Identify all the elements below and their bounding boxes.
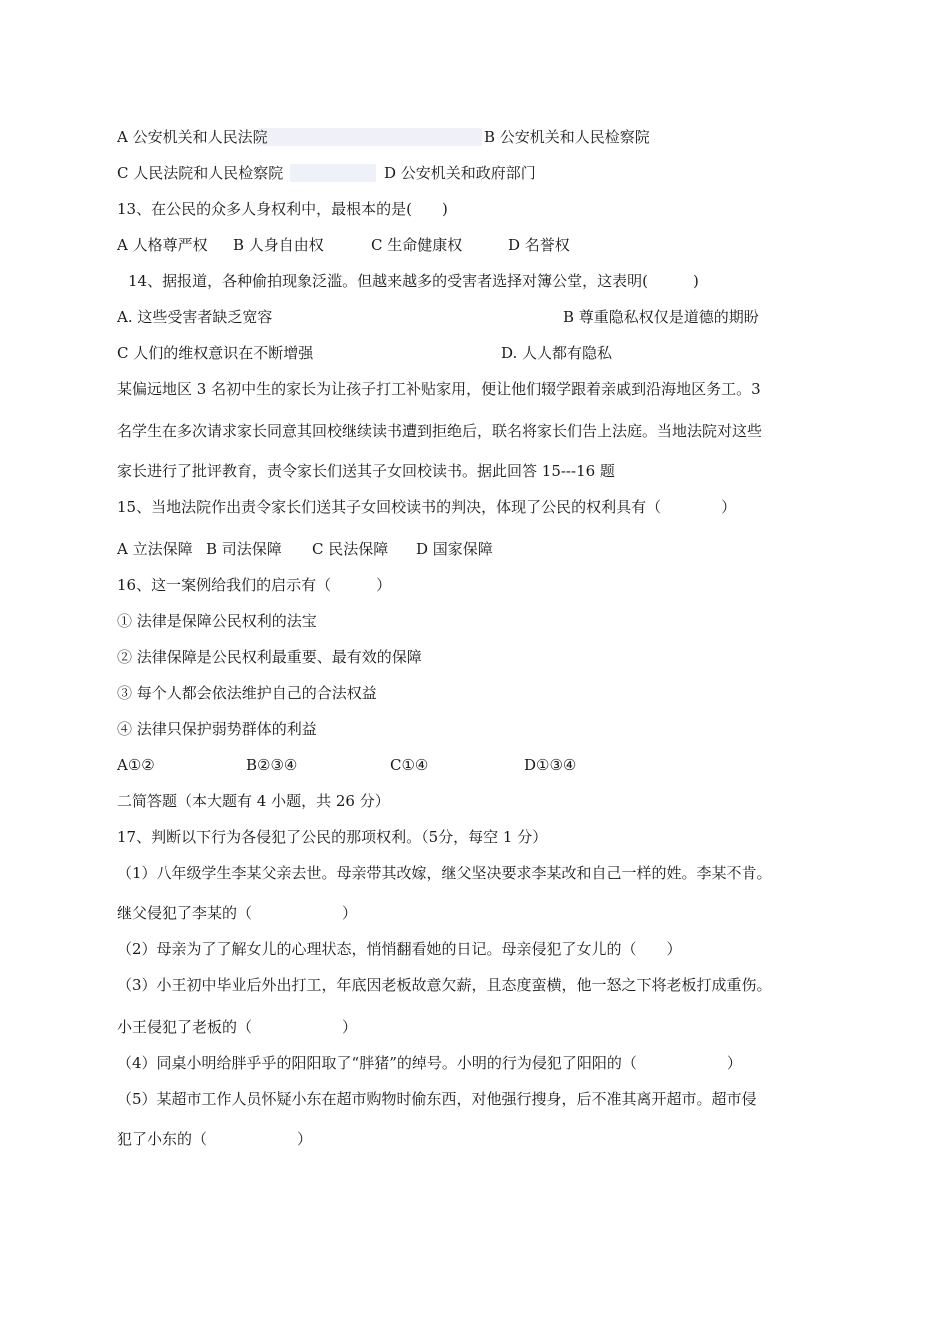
material-line-1: 某偏远地区 3 名初中生的家长为让孩子打工补贴家用，便让他们辍学跟着亲戚到沿海地区务工。3	[117, 380, 761, 398]
q13-option-b: B 人身自由权	[233, 236, 324, 254]
q14-stem: 14、据报道，各种偷拍现象泛滥。但越来越多的受害者选择对簿公堂，这表明( )	[128, 272, 699, 290]
q15-option-c: C 民法保障	[312, 540, 389, 558]
q14-option-a: A. 这些受害者缺乏宽容	[117, 308, 273, 326]
q16-item-1: ① 法律是保障公民权利的法宝	[117, 612, 317, 630]
material-line-3: 家长进行了批评教育，责令家长们送其子女回校读书。据此回答 15---16 题	[117, 462, 615, 480]
q13-option-a: A 人格尊严权	[117, 236, 208, 254]
q17-sub-3-line-2: 小王侵犯了老板的（ ）	[117, 1018, 358, 1036]
q12-option-d: D 公安机关和政府部门	[384, 164, 536, 182]
q13-stem: 13、在公民的众多人身权利中，最根本的是( )	[117, 200, 448, 218]
material-line-2: 名学生在多次请求家长同意其回校继续读书遭到拒绝后，联名将家长们告上法庭。当地法院对这些	[117, 422, 763, 440]
q12-option-a: A 公安机关和人民法院	[117, 128, 268, 146]
q17-stem: 17、判断以下行为各侵犯了公民的那项权利。（5分，每空 1 分）	[117, 828, 548, 846]
q17-sub-3-line-1: （3）小王初中毕业后外出打工，年底因老板故意欠薪，且态度蛮横，他一怒之下将老板打成重伤。	[117, 976, 772, 994]
q16-option-d: D①③④	[524, 756, 577, 774]
q15-option-a: A 立法保障	[117, 540, 193, 558]
q13-option-d: D 名誉权	[508, 236, 570, 254]
q14-option-b: B 尊重隐私权仅是道德的期盼	[563, 308, 759, 326]
q16-stem: 16、这一案例给我们的启示有（ ）	[117, 576, 392, 594]
q17-sub-5-line-1: （5）某超市工作人员怀疑小东在超市购物时偷东西，对他强行搜身，后不准其离开超市。超市侵	[117, 1090, 757, 1108]
q15-option-d: D 国家保障	[416, 540, 493, 558]
q16-item-4: ④ 法律只保护弱势群体的利益	[117, 720, 317, 738]
q12-option-c: C 人民法院和人民检察院	[117, 164, 284, 182]
q17-sub-4: （4）同桌小明给胖乎乎的阳阳取了“胖猪”的绰号。小明的行为侵犯了阳阳的（ ）	[117, 1054, 742, 1072]
highlight-band-2	[290, 164, 376, 182]
q14-option-c: C 人们的维权意识在不断增强	[117, 344, 314, 362]
q16-item-2: ② 法律保障是公民权利最重要、最有效的保障	[117, 648, 422, 666]
q16-option-c: C①④	[390, 756, 429, 774]
q13-option-c: C 生命健康权	[371, 236, 463, 254]
highlight-band-1	[258, 128, 482, 146]
q12-option-b: B 公安机关和人民检察院	[484, 128, 650, 146]
section-2-title: 二简答题（本大题有 4 小题，共 26 分）	[117, 792, 390, 810]
q15-option-b: B 司法保障	[206, 540, 282, 558]
q17-sub-1-line-2: 继父侵犯了李某的（ ）	[117, 904, 358, 922]
q15-stem: 15、当地法院作出责令家长们送其子女回校读书的判决，体现了公民的权利具有（ ）	[117, 498, 737, 516]
q14-option-d: D. 人人都有隐私	[501, 344, 613, 362]
q17-sub-1-line-1: （1）八年级学生李某父亲去世。母亲带其改嫁，继父坚决要求李某改和自己一样的姓。李某不肯。	[117, 864, 772, 882]
q17-sub-2: （2）母亲为了了解女儿的心理状态，悄悄翻看她的日记。母亲侵犯了女儿的（ ）	[117, 940, 682, 958]
q16-item-3: ③ 每个人都会依法维护自己的合法权益	[117, 684, 377, 702]
q17-sub-5-line-2: 犯了小东的（ ）	[117, 1130, 313, 1148]
q16-option-b: B②③④	[246, 756, 298, 774]
q16-option-a: A①②	[117, 756, 155, 774]
